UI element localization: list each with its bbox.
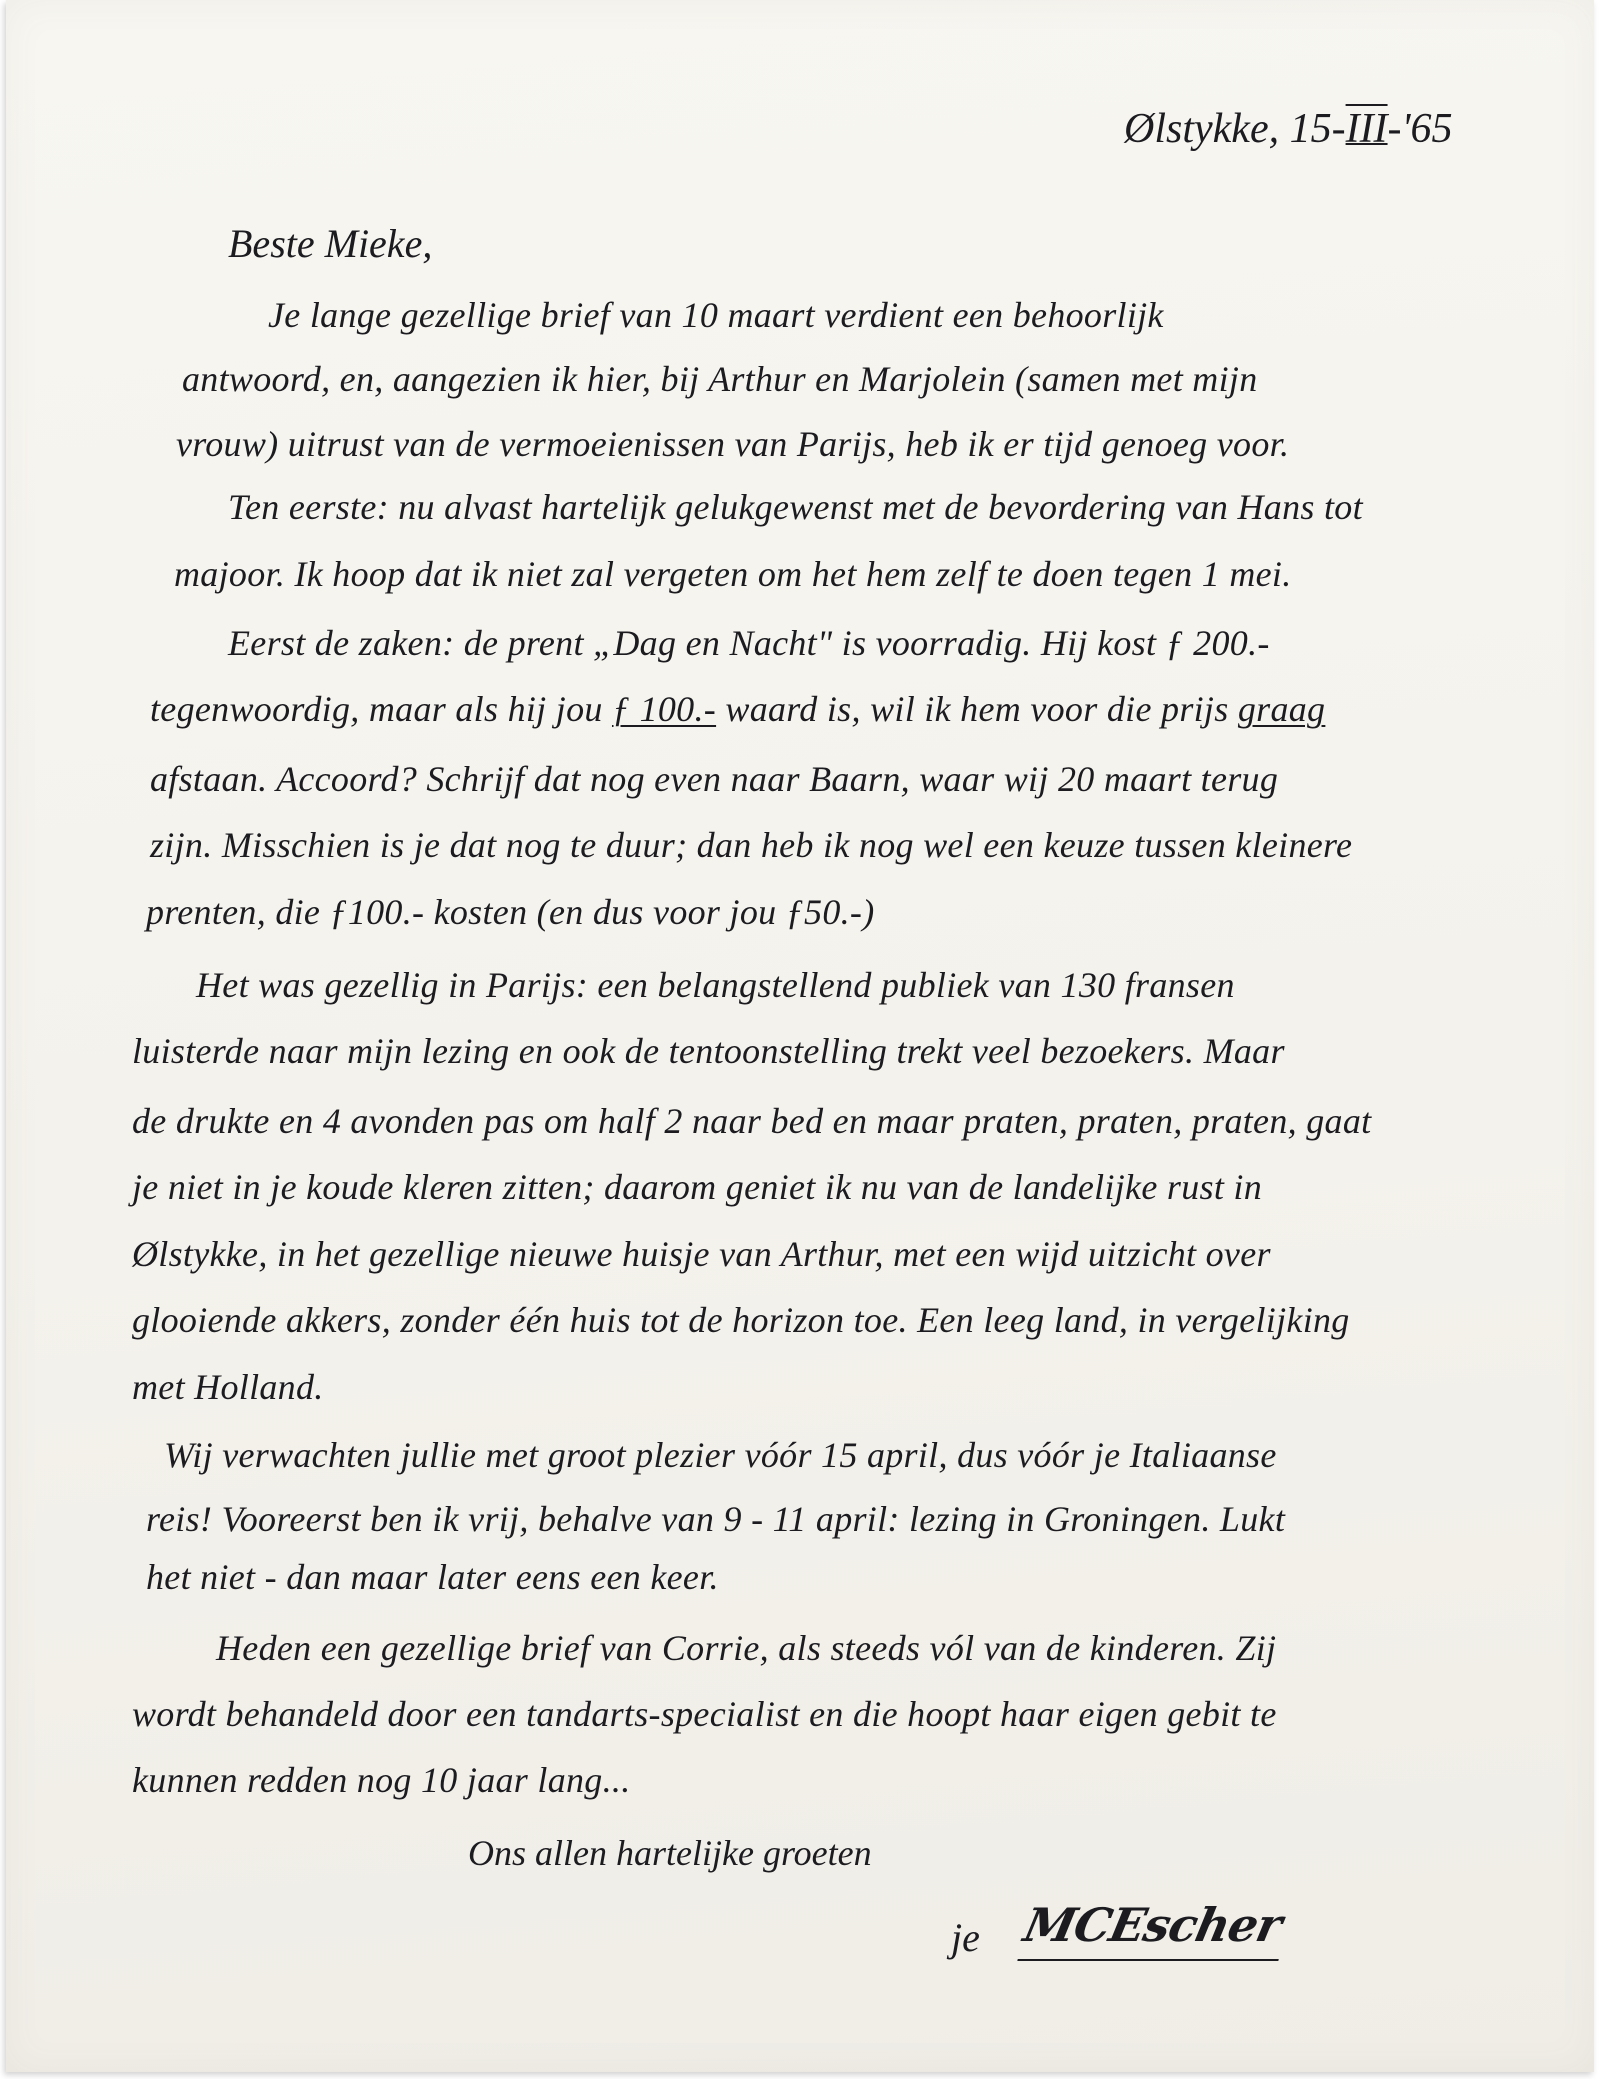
date-year: -'65 [1387,106,1453,152]
price-text: tegenwoordig, maar als hij jou [150,689,612,729]
letter-line: luisterde naar mijn lezing en ook de tentoonstelling trekt veel bezoekers. Maar [132,1031,1285,1071]
letter-line: Heden een gezellige brief van Corrie, als steeds vól van de kinderen. Zij [216,1628,1277,1668]
letter-line: het niet - dan maar later eens een keer. [146,1557,719,1597]
date-place: Ølstykke, 15- [1124,106,1346,152]
date-month: III [1345,106,1388,152]
letter-line: wordt behandeld door een tandarts-specialist en die hoopt haar eigen gebit te [132,1694,1277,1734]
price-text: waard is, wil ik hem voor die prijs [716,689,1238,729]
letter-line: afstaan. Accoord? Schrijf dat nog even naar Baarn, waar wij 20 maart terug [150,759,1279,799]
letter-line: reis! Vooreerst ben ik vrij, behalve van 9 - 11 april: lezing in Groningen. Lukt [146,1499,1286,1539]
sign-off: je [951,1915,980,1960]
letter-line: Ten eerste: nu alvast hartelijk gelukgewenst met de bevordering van Hans tot [228,487,1363,527]
letter-sheet [6,0,1594,2072]
letter-line: met Holland. [132,1367,324,1407]
letter-line: antwoord, en, aangezien ik hier, bij Arthur en Marjolein (samen met mijn [182,359,1258,399]
price-emphasis: graag [1237,689,1326,729]
letter-line: de drukte en 4 avonden pas om half 2 naar bed en maar praten, praten, praten, gaat [132,1101,1372,1141]
price-amount: ƒ 100.- [611,689,717,729]
place-date [1124,104,1453,154]
closing-line: Ons allen hartelijke groeten [468,1833,872,1873]
letter-line: prenten, die ƒ100.- kosten (en dus voor jou ƒ50.-) [146,892,875,932]
letter-line: Je lange gezellige brief van 10 maart verdient een behoorlijk [268,295,1164,335]
letter-line: Wij verwachten jullie met groot plezier vóór 15 april, dus vóór je Italiaanse [164,1435,1277,1475]
salutation: Beste Mieke, [228,221,433,266]
signature: MCEscher [1017,1898,1292,1961]
letter-line-price [150,688,1325,731]
letter-line: zijn. Misschien is je dat nog te duur; dan heb ik nog wel een keuze tussen kleinere [150,825,1353,865]
letter-line: kunnen redden nog 10 jaar lang... [132,1760,631,1800]
letter-line: majoor. Ik hoop dat ik niet zal vergeten om het hem zelf te doen tegen 1 mei. [174,554,1292,594]
letter-line: Ølstykke, in het gezellige nieuwe huisje van Arthur, met een wijd uitzicht over [132,1234,1271,1274]
letter-line: Eerst de zaken: de prent „Dag en Nacht" is voorradig. Hij kost ƒ 200.- [228,623,1270,663]
letter-line: vrouw) uitrust van de vermoeienissen van Parijs, heb ik er tijd genoeg voor. [176,424,1290,464]
letter-line: je niet in je koude kleren zitten; daarom geniet ik nu van de landelijke rust in [132,1167,1263,1207]
letter-line: glooiende akkers, zonder één huis tot de horizon toe. Een leeg land, in vergelijking [132,1300,1350,1340]
letter-line: Het was gezellig in Parijs: een belangstellend publiek van 130 fransen [196,965,1235,1005]
